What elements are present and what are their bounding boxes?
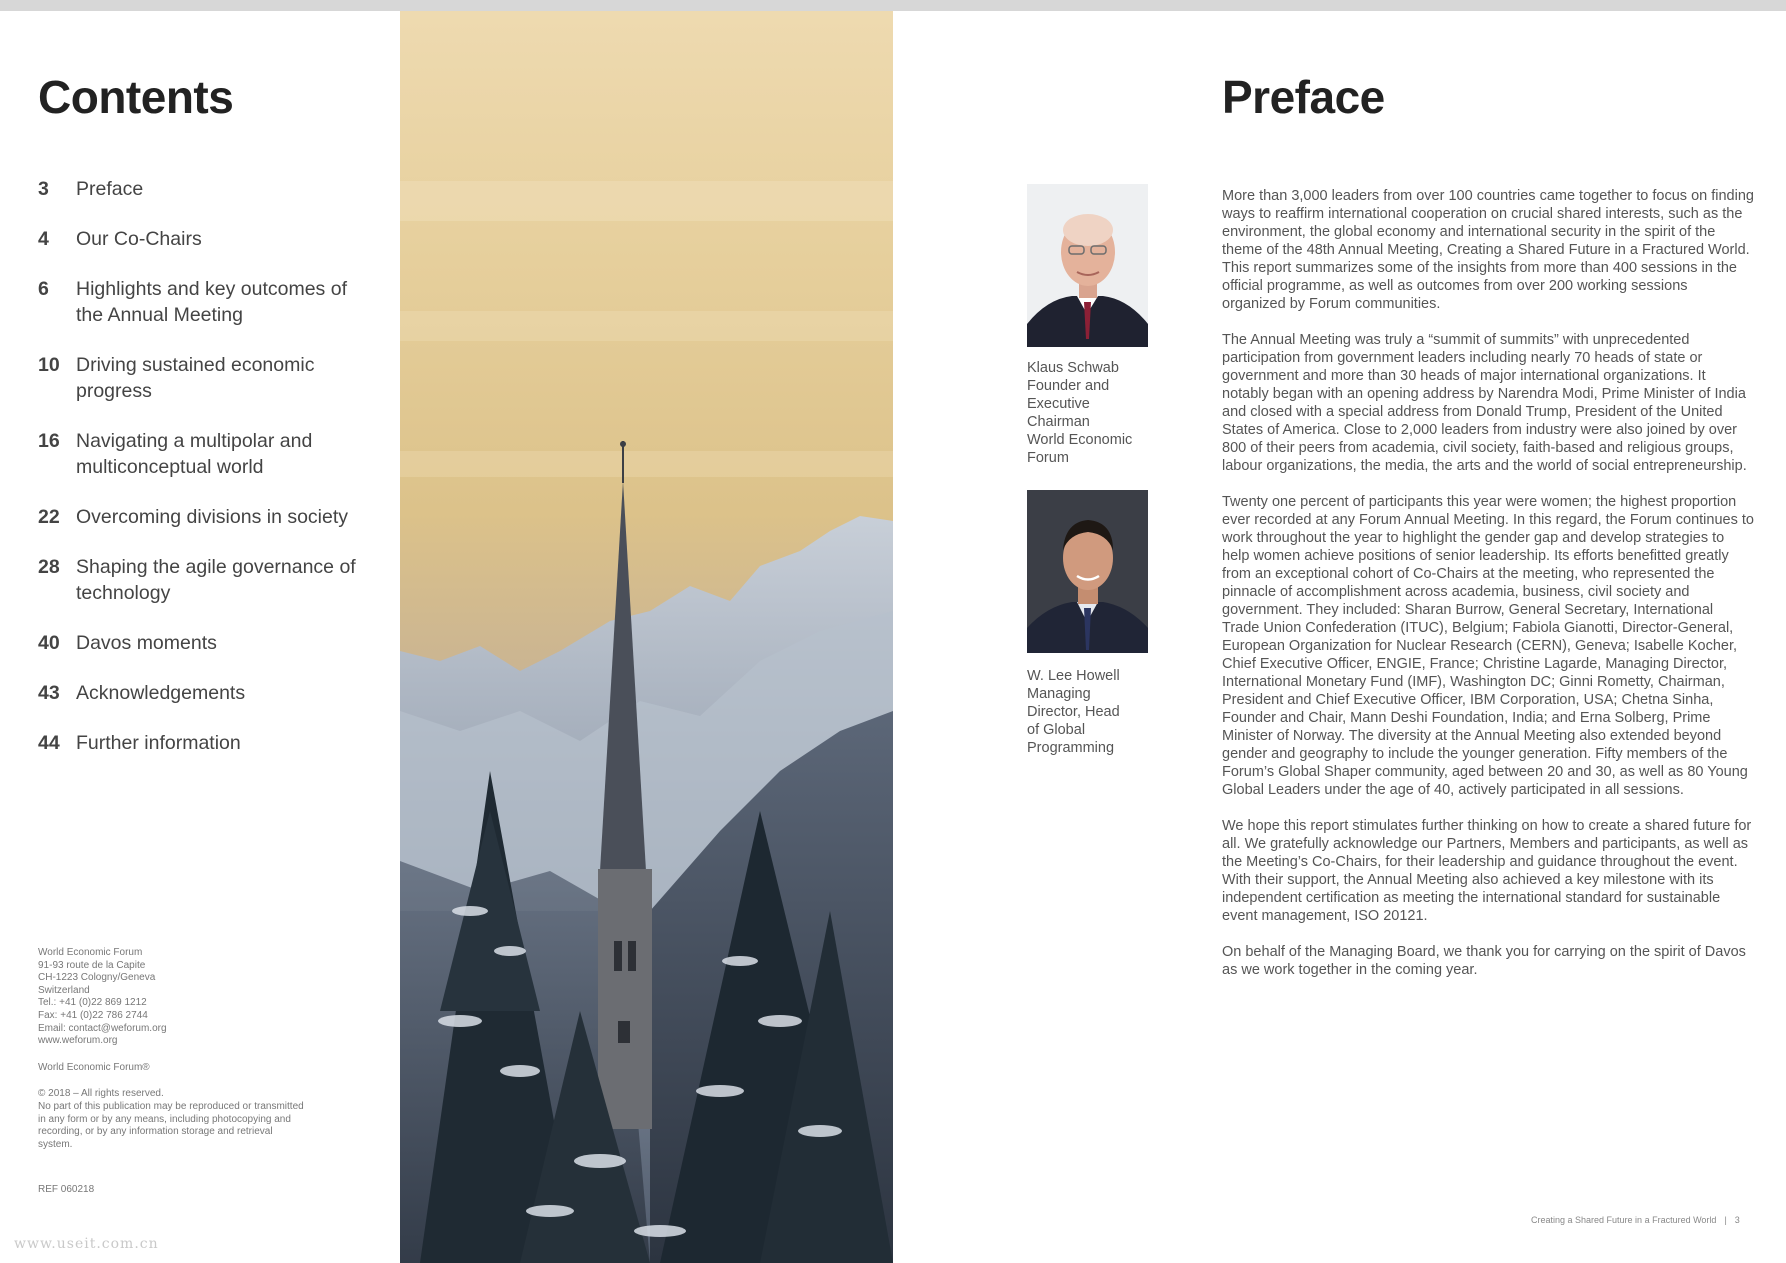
toc-item[interactable] xyxy=(38,730,378,756)
davos-church-photo xyxy=(400,11,893,1263)
publisher-address xyxy=(38,947,308,1151)
toc-label[interactable]: Acknowledgements xyxy=(76,682,246,704)
caption-line: Founder and xyxy=(1027,378,1110,394)
toc-label[interactable]: Overcoming divisions in society xyxy=(76,506,349,528)
klaus-schwab-caption xyxy=(1027,359,1157,467)
address-street: 91-93 route de la Capite xyxy=(38,959,146,971)
toc-page-number: 10 xyxy=(38,354,60,376)
address-web[interactable]: www.weforum.org xyxy=(38,1035,118,1047)
toc-item[interactable] xyxy=(38,226,378,252)
toc-label[interactable]: Davos moments xyxy=(76,632,217,654)
toc-label[interactable]: Our Co-Chairs xyxy=(76,228,202,250)
caption-line: Managing xyxy=(1027,686,1091,702)
caption-line: Chairman xyxy=(1027,414,1090,430)
lee-howell-caption xyxy=(1027,667,1157,757)
person-photo xyxy=(1027,490,1148,653)
preface-paragraph: We hope this report stimulates further thinking on how to create a shared future for all. We gratefully acknowledge our Partners, Members and participants, as well as the Meeting’s Co-Chairs, for their leadership and guidance throughout the event. With their support, the Annual Meeting also achieved a key milestone with its independent certification as meeting the international standard for sustainable event management, ISO 20121. xyxy=(1222,818,1752,924)
address-email[interactable]: Email: contact@weforum.org xyxy=(38,1022,167,1034)
klaus-schwab-portrait xyxy=(1027,184,1148,347)
table-of-contents xyxy=(38,176,378,780)
toc-label[interactable]: Shaping the agile governance of technology xyxy=(76,556,356,604)
toc-item[interactable] xyxy=(38,680,378,706)
page-footer xyxy=(1531,1215,1740,1225)
toc-item[interactable] xyxy=(38,630,378,656)
caption-line: Executive xyxy=(1027,396,1090,412)
caption-line: World Economic xyxy=(1027,432,1133,448)
watermark: www.useit.com.cn xyxy=(14,1236,159,1252)
top-bar xyxy=(0,0,1786,11)
address-city: CH-1223 Cologny/Geneva xyxy=(38,972,156,984)
toc-item[interactable] xyxy=(38,428,378,480)
toc-page-number: 4 xyxy=(38,228,49,250)
preface-paragraph: Twenty one percent of participants this year were women; the highest proportion ever recorded at any Forum Annual Meeting. In this regard, the Forum continues to work throughout the year to highlight the gender gap and develop strategies to help women achieve positions of senior leadership. Its efforts benefitted greatly from an exceptional cohort of Co-Chairs at the meeting, who represented the pinnacle of accomplishment across academia, business, civil society and government. They included: Sharan Burrow, General Secretary, International Trade Union Confederation (ITUC), Belgium; Fabiola Gianotti, Director-General, European Organization for Nuclear Research (CERN), Geneva; Isabelle Kocher, Chief Executive Officer, ENGIE, France; Christine Lagarde, Managing Director, International Monetary Fund (IMF), Washington DC; Ginni Rometty, Chairman, President and Chief Executive Officer, IBM Corporation, USA; Chetna Sinha, Founder and Chair, Mann Deshi Foundation, India; and Erna Solberg, Prime Minister of Norway. The diversity at the Annual Meeting also extended beyond gender and geography to include the younger generation. Fifty members of the Forum’s Global Shaper community, aged between 20 and 30, as well as 80 Young Global Leaders under the age of 40, actively participated in all sessions. xyxy=(1222,494,1754,798)
toc-page-number: 44 xyxy=(38,732,60,754)
caption-line: Klaus Schwab xyxy=(1027,360,1119,376)
toc-item[interactable] xyxy=(38,554,378,606)
caption-line: W. Lee Howell xyxy=(1027,668,1120,684)
address-org: World Economic Forum xyxy=(38,947,143,958)
preface-paragraph: More than 3,000 leaders from over 100 countries came together to focus on finding ways to reaffirm international cooperation on crucial shared interests, such as the environment, the global economy and international security in the spirit of the theme of the 48th Annual Meeting, Creating a Shared Future in a Fractured World. This report summarizes some of the insights from more than 400 sessions in the official programme, as well as outcomes from over 200 working sessions organized by Forum communities. xyxy=(1222,188,1754,312)
toc-item[interactable] xyxy=(38,276,378,328)
address-fax: Fax: +41 (0)22 786 2744 xyxy=(38,1009,148,1021)
footer-title: Creating a Shared Future in a Fractured World xyxy=(1531,1215,1717,1225)
address-country: Switzerland xyxy=(38,984,90,996)
copyright: © 2018 – All rights reserved. xyxy=(38,1088,164,1100)
toc-item[interactable] xyxy=(38,504,378,530)
toc-item[interactable] xyxy=(38,352,378,404)
caption-line: of Global xyxy=(1027,722,1086,738)
legal-notice: No part of this publication may be reproduced or transmitted in any form or by any means, including photocopying and recording, or by any information storage and retrieval system. xyxy=(38,1100,304,1150)
preface-paragraph: The Annual Meeting was truly a “summit of summits” with unprecedented participation from government leaders including nearly 70 heads of state or government and more than 30 heads of major international organizations. It notably began with an opening address by Narendra Modi, Prime Minister of India and closed with a special address from Donald Trump, President of the United States of America. Close to 2,000 leaders from industry were also joined by over 800 of their peers from academia, civil society, faith-based and religious groups, labour organizations, the media, the arts and the world of social entrepreneurship. xyxy=(1222,332,1747,474)
toc-label[interactable]: Further information xyxy=(76,732,241,754)
toc-item[interactable] xyxy=(38,176,378,202)
toc-label[interactable]: Highlights and key outcomes of the Annual Meeting xyxy=(76,278,347,326)
toc-page-number: 3 xyxy=(38,178,49,200)
toc-page-number: 43 xyxy=(38,682,60,704)
page-number: 3 xyxy=(1734,1215,1740,1225)
toc-page-number: 16 xyxy=(38,430,60,452)
toc-page-number: 6 xyxy=(38,278,49,300)
caption-line: Director, Head xyxy=(1027,704,1120,720)
preface-body xyxy=(1222,187,1754,997)
toc-page-number: 22 xyxy=(38,506,60,528)
reference-code: REF 060218 xyxy=(38,1184,95,1195)
caption-line: Forum xyxy=(1027,450,1069,466)
person-photo xyxy=(1027,184,1148,347)
toc-page-number: 28 xyxy=(38,556,60,578)
toc-page-number: 40 xyxy=(38,632,60,654)
toc-label[interactable]: Driving sustained economic progress xyxy=(76,354,315,402)
contents-title: Contents xyxy=(38,71,234,123)
trademark: World Economic Forum® xyxy=(38,1061,150,1073)
church-spire-landscape-image xyxy=(400,11,893,1263)
footer-separator: | xyxy=(1724,1215,1727,1225)
lee-howell-portrait xyxy=(1027,490,1148,653)
toc-label[interactable]: Preface xyxy=(76,178,144,200)
preface-paragraph: On behalf of the Managing Board, we thank you for carrying on the spirit of Davos as we work together in the coming year. xyxy=(1222,944,1746,978)
caption-line: Programming xyxy=(1027,740,1115,756)
preface-title: Preface xyxy=(1222,71,1385,123)
address-tel: Tel.: +41 (0)22 869 1212 xyxy=(38,997,147,1009)
toc-label[interactable]: Navigating a multipolar and multiconceptual world xyxy=(76,430,313,478)
